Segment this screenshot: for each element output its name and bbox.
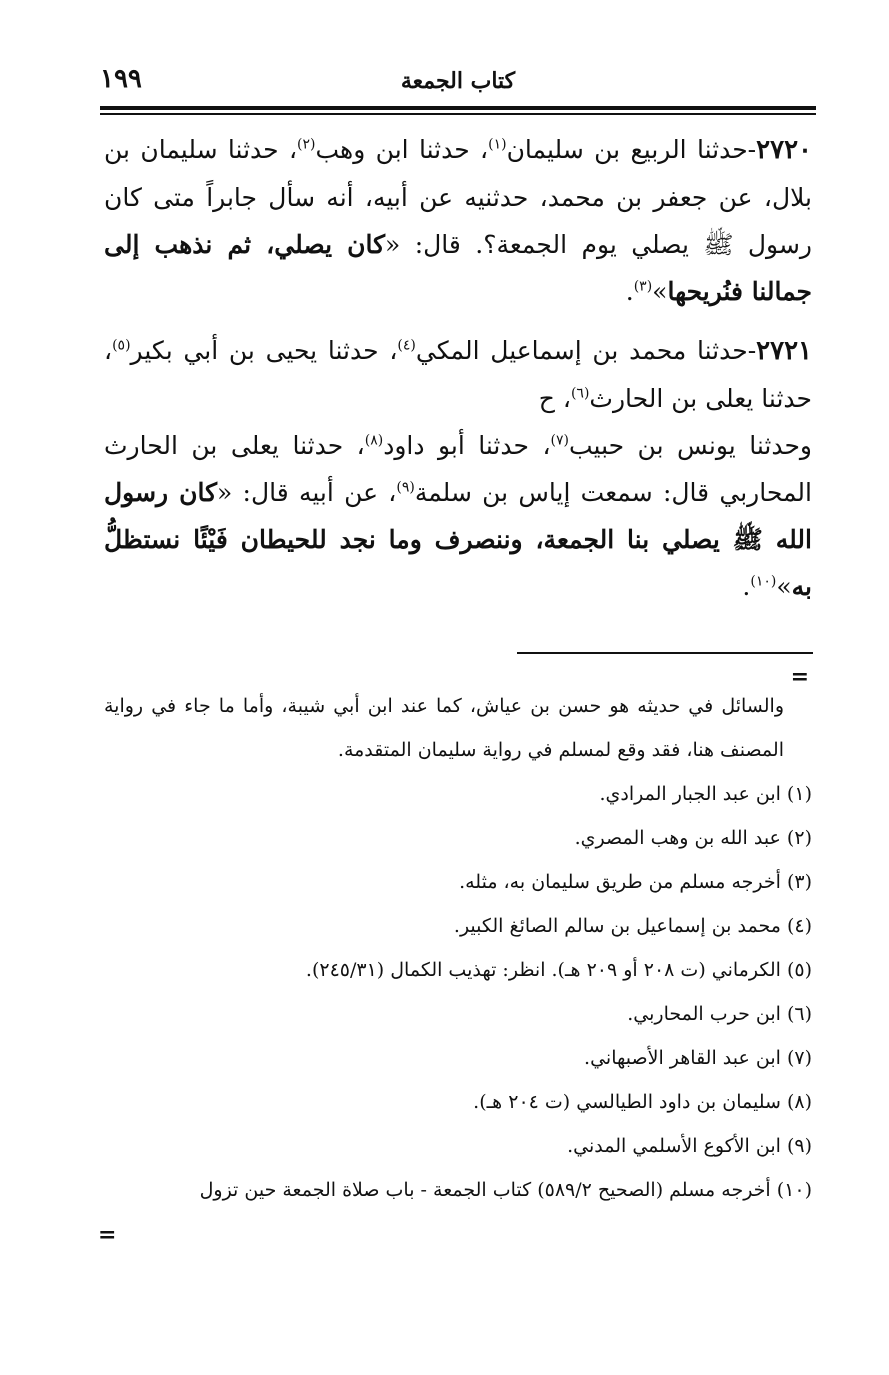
- footnote-ref: (٥): [112, 337, 131, 354]
- footnote-7: (٧) ابن عبد القاهر الأصبهاني.: [584, 1047, 812, 1069]
- footnote-2: (٢) عبد الله بن وهب المصري.: [574, 827, 812, 849]
- footnote-9: (٩) ابن الأكوع الأسلمي المدني.: [567, 1135, 812, 1157]
- footnote-separator: [517, 652, 813, 654]
- footnote-ref: (٤): [397, 337, 416, 354]
- text-run: ، ح: [538, 384, 571, 413]
- header-title: كتاب الجمعة: [400, 68, 516, 94]
- hadith-matn: كان رسول الله ﷺ يصلي بنا الجمعة، وننصرف وما نجد للحيطان فَيْئًا نستظلُّ به: [104, 478, 812, 601]
- footnote-ref: (٧): [550, 432, 569, 449]
- text-run: -حدثنا الربيع بن سليمان: [506, 135, 757, 164]
- text-run: »: [776, 572, 792, 601]
- page-number: ١٩٩: [100, 64, 142, 94]
- footnote-ref: (٨): [364, 432, 384, 449]
- footnote-6: (٦) ابن حرب المحاربي.: [627, 1003, 812, 1025]
- footnote-ref: (٦): [570, 385, 590, 402]
- running-header: [100, 62, 816, 102]
- text-run: .: [742, 572, 751, 601]
- footnote-5: (٥) الكرماني (ت ٢٠٨ أو ٢٠٩ هـ). انظر: تهذيب الكمال (٢٤٥/٣١).: [305, 959, 812, 981]
- footnote-ref: (١): [488, 136, 507, 153]
- footnote-continuation: والسائل في حديثه هو حسن بن عياش، كما عند ابن أبي شيبة، وأما ما جاء في رواية المصنف هنا، فقد وقع لمسلم في رواية سليمان المتقدمة.: [104, 695, 784, 761]
- header-rule-thin: [100, 113, 816, 115]
- footnote-1: (١) ابن عبد الجبار المرادي.: [599, 783, 812, 805]
- footnote-ref: (١٠): [750, 573, 777, 590]
- text-run: ، حدثنا يحيى بن أبي بكير: [130, 336, 398, 365]
- text-run: -حدثنا محمد بن إسماعيل المكي: [415, 336, 757, 365]
- text-run: .: [625, 277, 634, 306]
- hadith-number: ٢٧٢٠: [756, 135, 812, 165]
- text-run: ، حدثنا أبو داود: [383, 431, 551, 460]
- hadith-2720: [104, 126, 812, 315]
- hadith-matn: كان يصلي، ثم نذهب إلى جمالنا فنُريحها: [104, 230, 812, 306]
- hadith-number: ٢٧٢١: [756, 336, 813, 366]
- footnotes: [104, 684, 812, 1212]
- footnote-ref: (٢): [297, 136, 316, 153]
- text-run: ، عن أبيه قال: «: [217, 478, 397, 507]
- footnote-8: (٨) سليمان بن داود الطيالسي (ت ٢٠٤ هـ).: [473, 1091, 812, 1113]
- footnote-ref: (٣): [633, 278, 653, 295]
- text-run: »: [652, 277, 668, 306]
- hadith-2721: [104, 327, 812, 610]
- text-run: ، حدثنا يعلى بن الحارث: [104, 336, 812, 413]
- text-run: ، حدثنا يعلى بن الحارث المحاربي قال: سمعت إياس بن سلمة: [104, 431, 812, 507]
- header-rule-thick: [100, 106, 816, 110]
- continuation-mark: =: [790, 664, 809, 690]
- footnote-3: (٣) أخرجه مسلم من طريق سليمان به، مثله.: [459, 871, 812, 893]
- footnote-ref: (٩): [396, 479, 415, 496]
- main-text: [104, 126, 812, 622]
- footnote-4: (٤) محمد بن إسماعيل بن سالم الصائغ الكبير.: [453, 915, 812, 937]
- footnote-10: (١٠) أخرجه مسلم (الصحيح ٥٨٩/٢) كتاب الجمعة - باب صلاة الجمعة حين تزول: [199, 1179, 812, 1201]
- text-run: ، حدثنا ابن وهب: [315, 135, 489, 164]
- text-run: وحدثنا يونس بن حبيب: [568, 431, 812, 460]
- text-run: ، حدثنا سليمان بن بلال، عن جعفر بن محمد، حدثنيه عن أبيه، أنه سأل جابراً متى كان رسول ﷺ يصلي يوم الجمعة؟. قال: «: [104, 135, 812, 259]
- continuation-mark-end: =: [98, 1222, 117, 1248]
